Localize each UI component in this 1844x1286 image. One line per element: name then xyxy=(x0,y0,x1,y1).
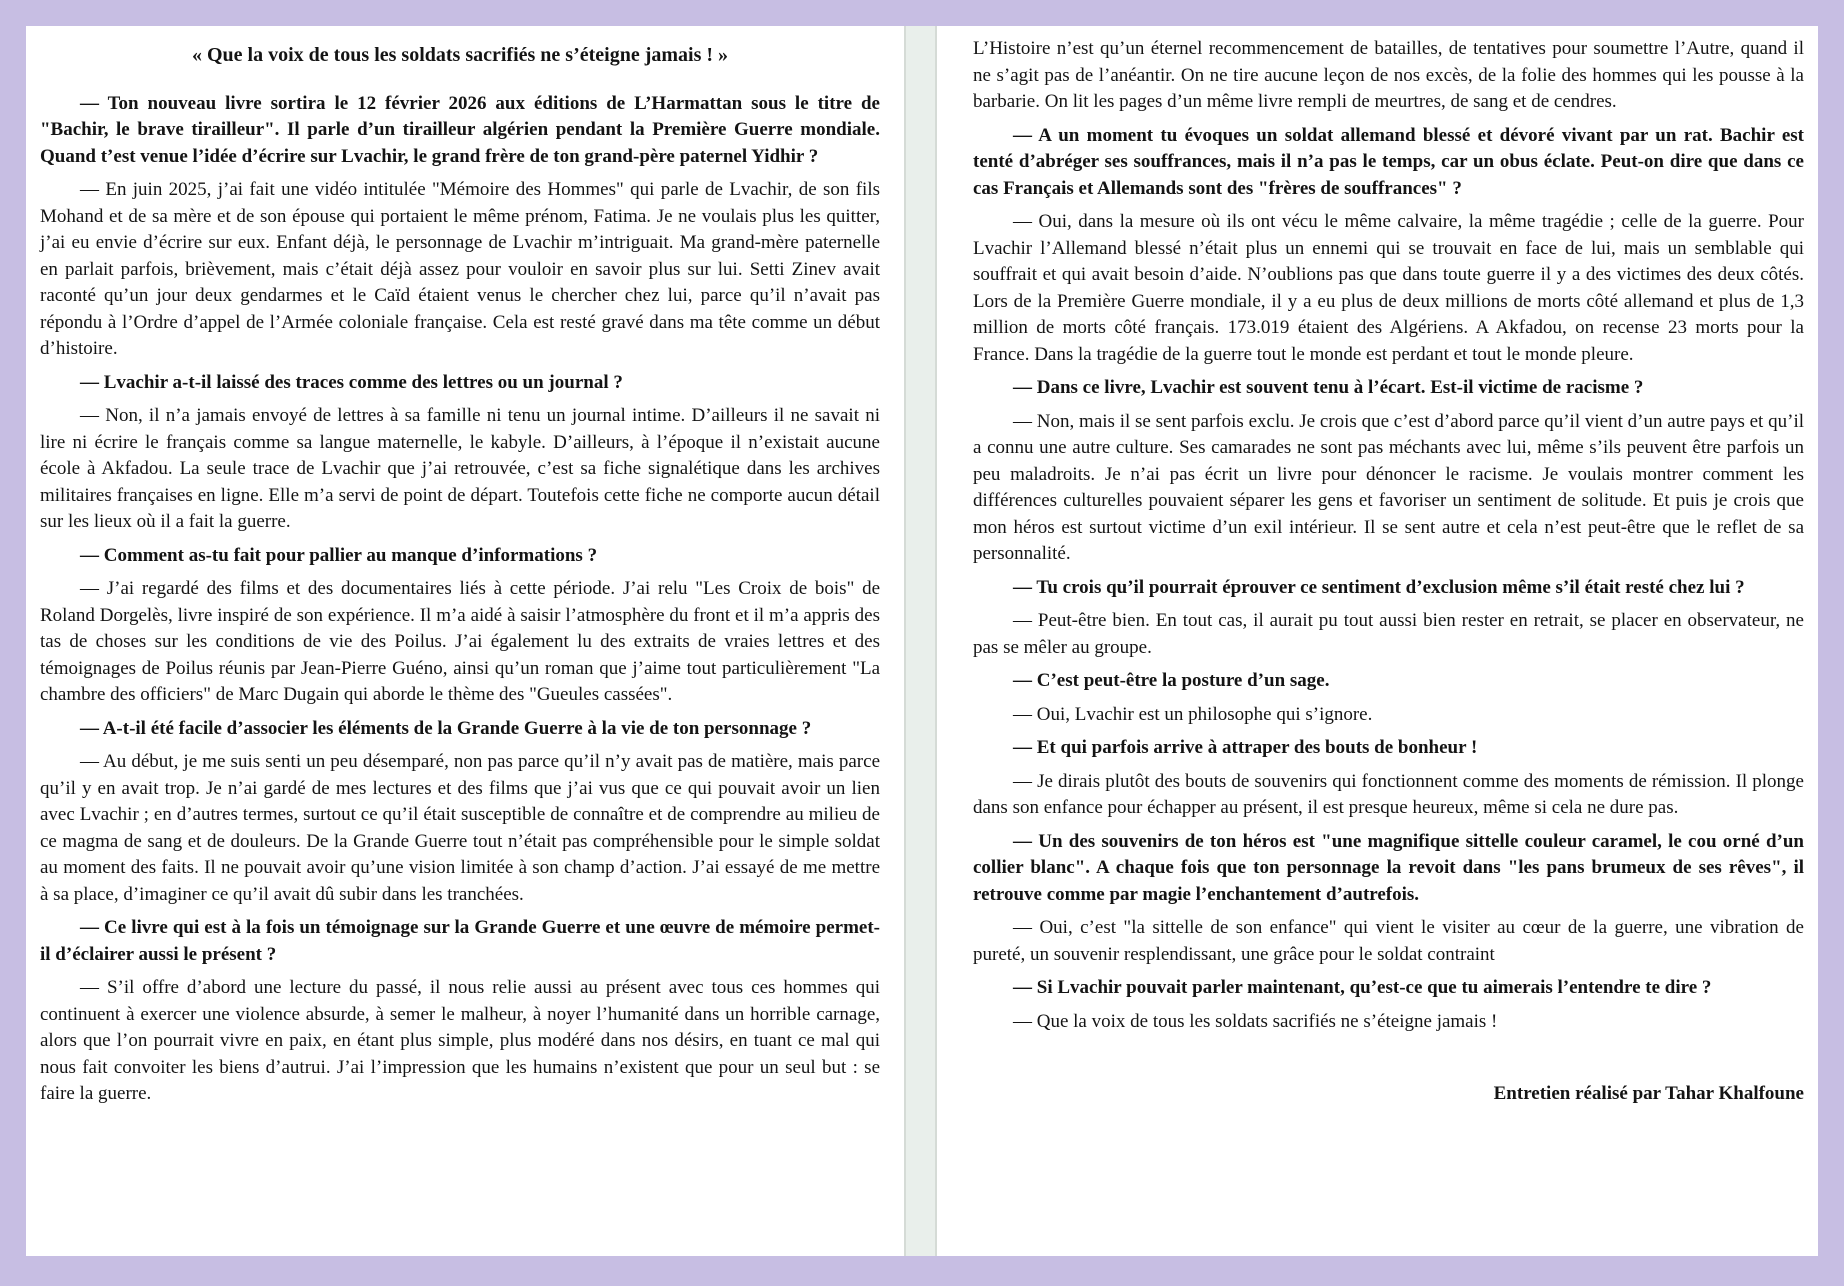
paragraph: — Non, il n’a jamais envoyé de lettres à sa famille ni tenu un journal intime. D’ailleurs il ne savait ni lire ni écrire le français comme sa langue maternelle, le kabyle. D’ailleurs, à l’époque il n’existait aucune école à Akfadou. La seule trace de Lvachir que j’ai retrouvée, c’est sa fiche signalétique dans les archives militaires françaises en ligne. Elle m’a servi de point de départ. Toutefois cette fiche ne comporte aucun détail sur les lieux où il a fait la guerre. xyxy=(40,405,880,532)
paragraph: — A-t-il été facile d’associer les éléments de la Grande Guerre à la vie de ton personnage ? xyxy=(80,717,812,739)
page-1 xyxy=(26,26,904,1256)
paragraph: — C’est peut-être la posture d’un sage. xyxy=(1013,670,1330,691)
paragraph: — J’ai regardé des films et des documentaires liés à cette période. J’ai relu "Les Croix de bois" de Roland Dorgelès, livre inspiré de son expérience. Il m’a aidé à saisir l’atmosphère du front et il m’a appris des tas de choses sur les conditions de vie des Poilus. J’ai également lu des extraits de vraies lettres et des témoignages de Poilus réunis par Jean-Pierre Guéno, ainsi qu’un roman que j’aime tout particulièrement "La chambre des officiers" de Marc Dugain qui aborde le thème des "Gueules cassées". xyxy=(40,578,880,705)
paragraph: — Un des souvenirs de ton héros est "une magnifique sittelle couleur caramel, le cou orné d’un collier blanc". A chaque fois que ton personnage la revoit dans "les pans brumeux de ses rêves", il retrouve comme par magie l’enchantement d’autrefois. xyxy=(973,830,1804,905)
paragraph: — Oui, c’est "la sittelle de son enfance" qui vient le visiter au cœur de la guerre, une vibration de pureté, un souvenir resplendissant, une grâce pour le soldat contraint xyxy=(973,917,1804,965)
paragraph: — Que la voix de tous les soldats sacrifiés ne s’éteigne jamais ! xyxy=(1013,1010,1498,1032)
paragraph: — Non, mais il se sent parfois exclu. Je crois que c’est d’abord parce qu’il vient d’un autre pays et qu’il a connu une autre culture. Ses camarades ne sont pas méchants avec lui, même s’ils peuvent être parfois un peu maladroits. Je n’ai pas écrit un livre pour dénoncer le racisme. Je voulais montrer comment les différences culturelles pouvaient séparer les gens et favoriser un sentiment de solitude. Et puis je crois que mon héros est surtout victime d’un exil intérieur. Il se sent autre et cela n’est peut-être que le reflet de sa personnalité. xyxy=(973,410,1804,564)
paragraph: L’Histoire n’est qu’un éternel recommencement de batailles, de tentatives pour soumettre l’Autre, quand il ne s’agit pas de l’anéantir. On ne tire aucune leçon de nos excès, de la folie des hommes qui les pousse à la barbarie. On lit les pages d’un même livre rempli de meurtres, de sang et de cendres. xyxy=(973,38,1804,112)
paragraph: — Lvachir a-t-il laissé des traces comme des lettres ou un journal ? xyxy=(80,371,623,393)
paragraph: — Oui, dans la mesure où ils ont vécu le même calvaire, la même tragédie ; celle de la guerre. Pour Lvachir l’Allemand blessé n’était plus un ennemi qui se trouvait en face de lui, mais un semblable qui souffrait et qui avait besoin d’aide. N’oublions pas que dans toute guerre il y a des victimes des deux côtés. Lors de la Première Guerre mondiale, il y a eu plus de deux millions de morts côté allemand et plus de 1,3 million de morts côté français. 173.019 étaient des Algériens. A Akfadou, on recense 23 morts pour la France. Dans la tragédie de la guerre tout le monde est perdant et tout le monde pleure. xyxy=(973,211,1804,365)
paragraph: — S’il offre d’abord une lecture du passé, il nous relie aussi au présent avec tous ces hommes qui continuent à exercer une violence absurde, à semer le malheur, à noyer l’humanité dans un horrible carnage, alors que l’on pourrait vivre en paix, en étant plus simple, plus modéré dans nos désirs, en tuant ce mal qui nous fait convoiter les biens d’autrui. J’ai l’impression que les humains n’existent que pour un seul but : se faire la guerre. xyxy=(40,977,880,1104)
paragraph: — Ce livre qui est à la fois un témoignage sur la Grande Guerre et une œuvre de mémoire permet-il d’éclairer aussi le présent ? xyxy=(40,917,880,965)
paragraph: — En juin 2025, j’ai fait une vidéo intitulée "Mémoire des Hommes" qui parle de Lvachir, de son fils Mohand et de sa mère et de son épouse qui portaient le même prénom, Fatima. Je ne voulais plus les quitter, j’ai eu envie d’écrire sur eux. Enfant déjà, le personnage de Lvachir m’intriguait. Ma grand-mère paternelle en parlait parfois, brièvement, mais c’était déjà assez pour vouloir en savoir plus sur lui. Setti Zinev avait raconté qu’un jour deux gendarmes et le Caïd étaient venus le chercher chez lui, parce qu’il n’avait pas répondu à l’Ordre d’appel de l’Armée coloniale française. Cela est resté gravé dans ma tête comme un début d’histoire. xyxy=(40,179,880,359)
paragraph: — Peut-être bien. En tout cas, il aurait pu tout aussi bien rester en retrait, se placer en observateur, ne pas se mêler au groupe. xyxy=(973,610,1804,658)
page-2-paragraphs xyxy=(973,36,1804,1108)
paragraph: — Si Lvachir pouvait parler maintenant, qu’est-ce que tu aimerais l’entendre te dire ? xyxy=(1013,977,1712,998)
paragraph: Entretien réalisé par Tahar Khalfoune xyxy=(1493,1083,1804,1104)
paragraph: — Comment as-tu fait pour pallier au manque d’informations ? xyxy=(80,544,598,566)
paragraph: — Dans ce livre, Lvachir est souvent tenu à l’écart. Est-il victime de racisme ? xyxy=(1013,377,1644,398)
paragraph: — Et qui parfois arrive à attraper des bouts de bonheur ! xyxy=(1013,737,1478,758)
document-title: « Que la voix de tous les soldats sacrifiés ne s’éteigne jamais ! » xyxy=(191,44,729,66)
page-gutter xyxy=(904,26,937,1256)
paragraph: — Au début, je me suis senti un peu désemparé, non pas parce qu’il n’y avait pas de matière, mais parce qu’il y en avait trop. Je n’ai gardé de mes lectures et des films que j’ai vus que ce qui pouvait avoir un lien avec Lvachir ; en d’autres termes, surtout ce qu’il était susceptible de connaître et de comprendre au milieu de ce magma de sang et de douleurs. De la Grande Guerre tout n’était pas compréhensible pour le simple soldat au moment des faits. Il ne pouvait avoir qu’une vision limitée à son champ d’action. J’ai essayé de me mettre à sa place, d’imaginer ce qu’il avait dû subir dans les tranchées. xyxy=(40,751,880,905)
paragraph: — Je dirais plutôt des bouts de souvenirs qui fonctionnent comme des moments de rémission. Il plonge dans son enfance pour échapper au présent, il est presque heureux, même si cela ne dure pas. xyxy=(973,770,1804,818)
page-2 xyxy=(937,26,1818,1256)
paragraph: — A un moment tu évoques un soldat allemand blessé et dévoré vivant par un rat. Bachir est tenté d’abréger ses souffrances, mais il n’a pas le temps, car un obus éclate. Peut-on dire que dans ce cas Français et Allemands sont des "frères de souffrances" ? xyxy=(973,124,1804,199)
paragraph: — Ton nouveau livre sortira le 12 février 2026 aux éditions de L’Harmattan sous le titre de "Bachir, le brave tirailleur". Il parle d’un tirailleur algérien pendant la Première Guerre mondiale. Quand t’est venue l’idée d’écrire sur Lvachir, le grand frère de ton grand-père paternel Yidhir ? xyxy=(40,92,880,167)
paragraph: — Tu crois qu’il pourrait éprouver ce sentiment d’exclusion même s’il était resté chez lui ? xyxy=(1013,576,1745,598)
paragraph: — Oui, Lvachir est un philosophe qui s’ignore. xyxy=(1013,703,1373,725)
page-1-paragraphs xyxy=(40,91,880,1108)
